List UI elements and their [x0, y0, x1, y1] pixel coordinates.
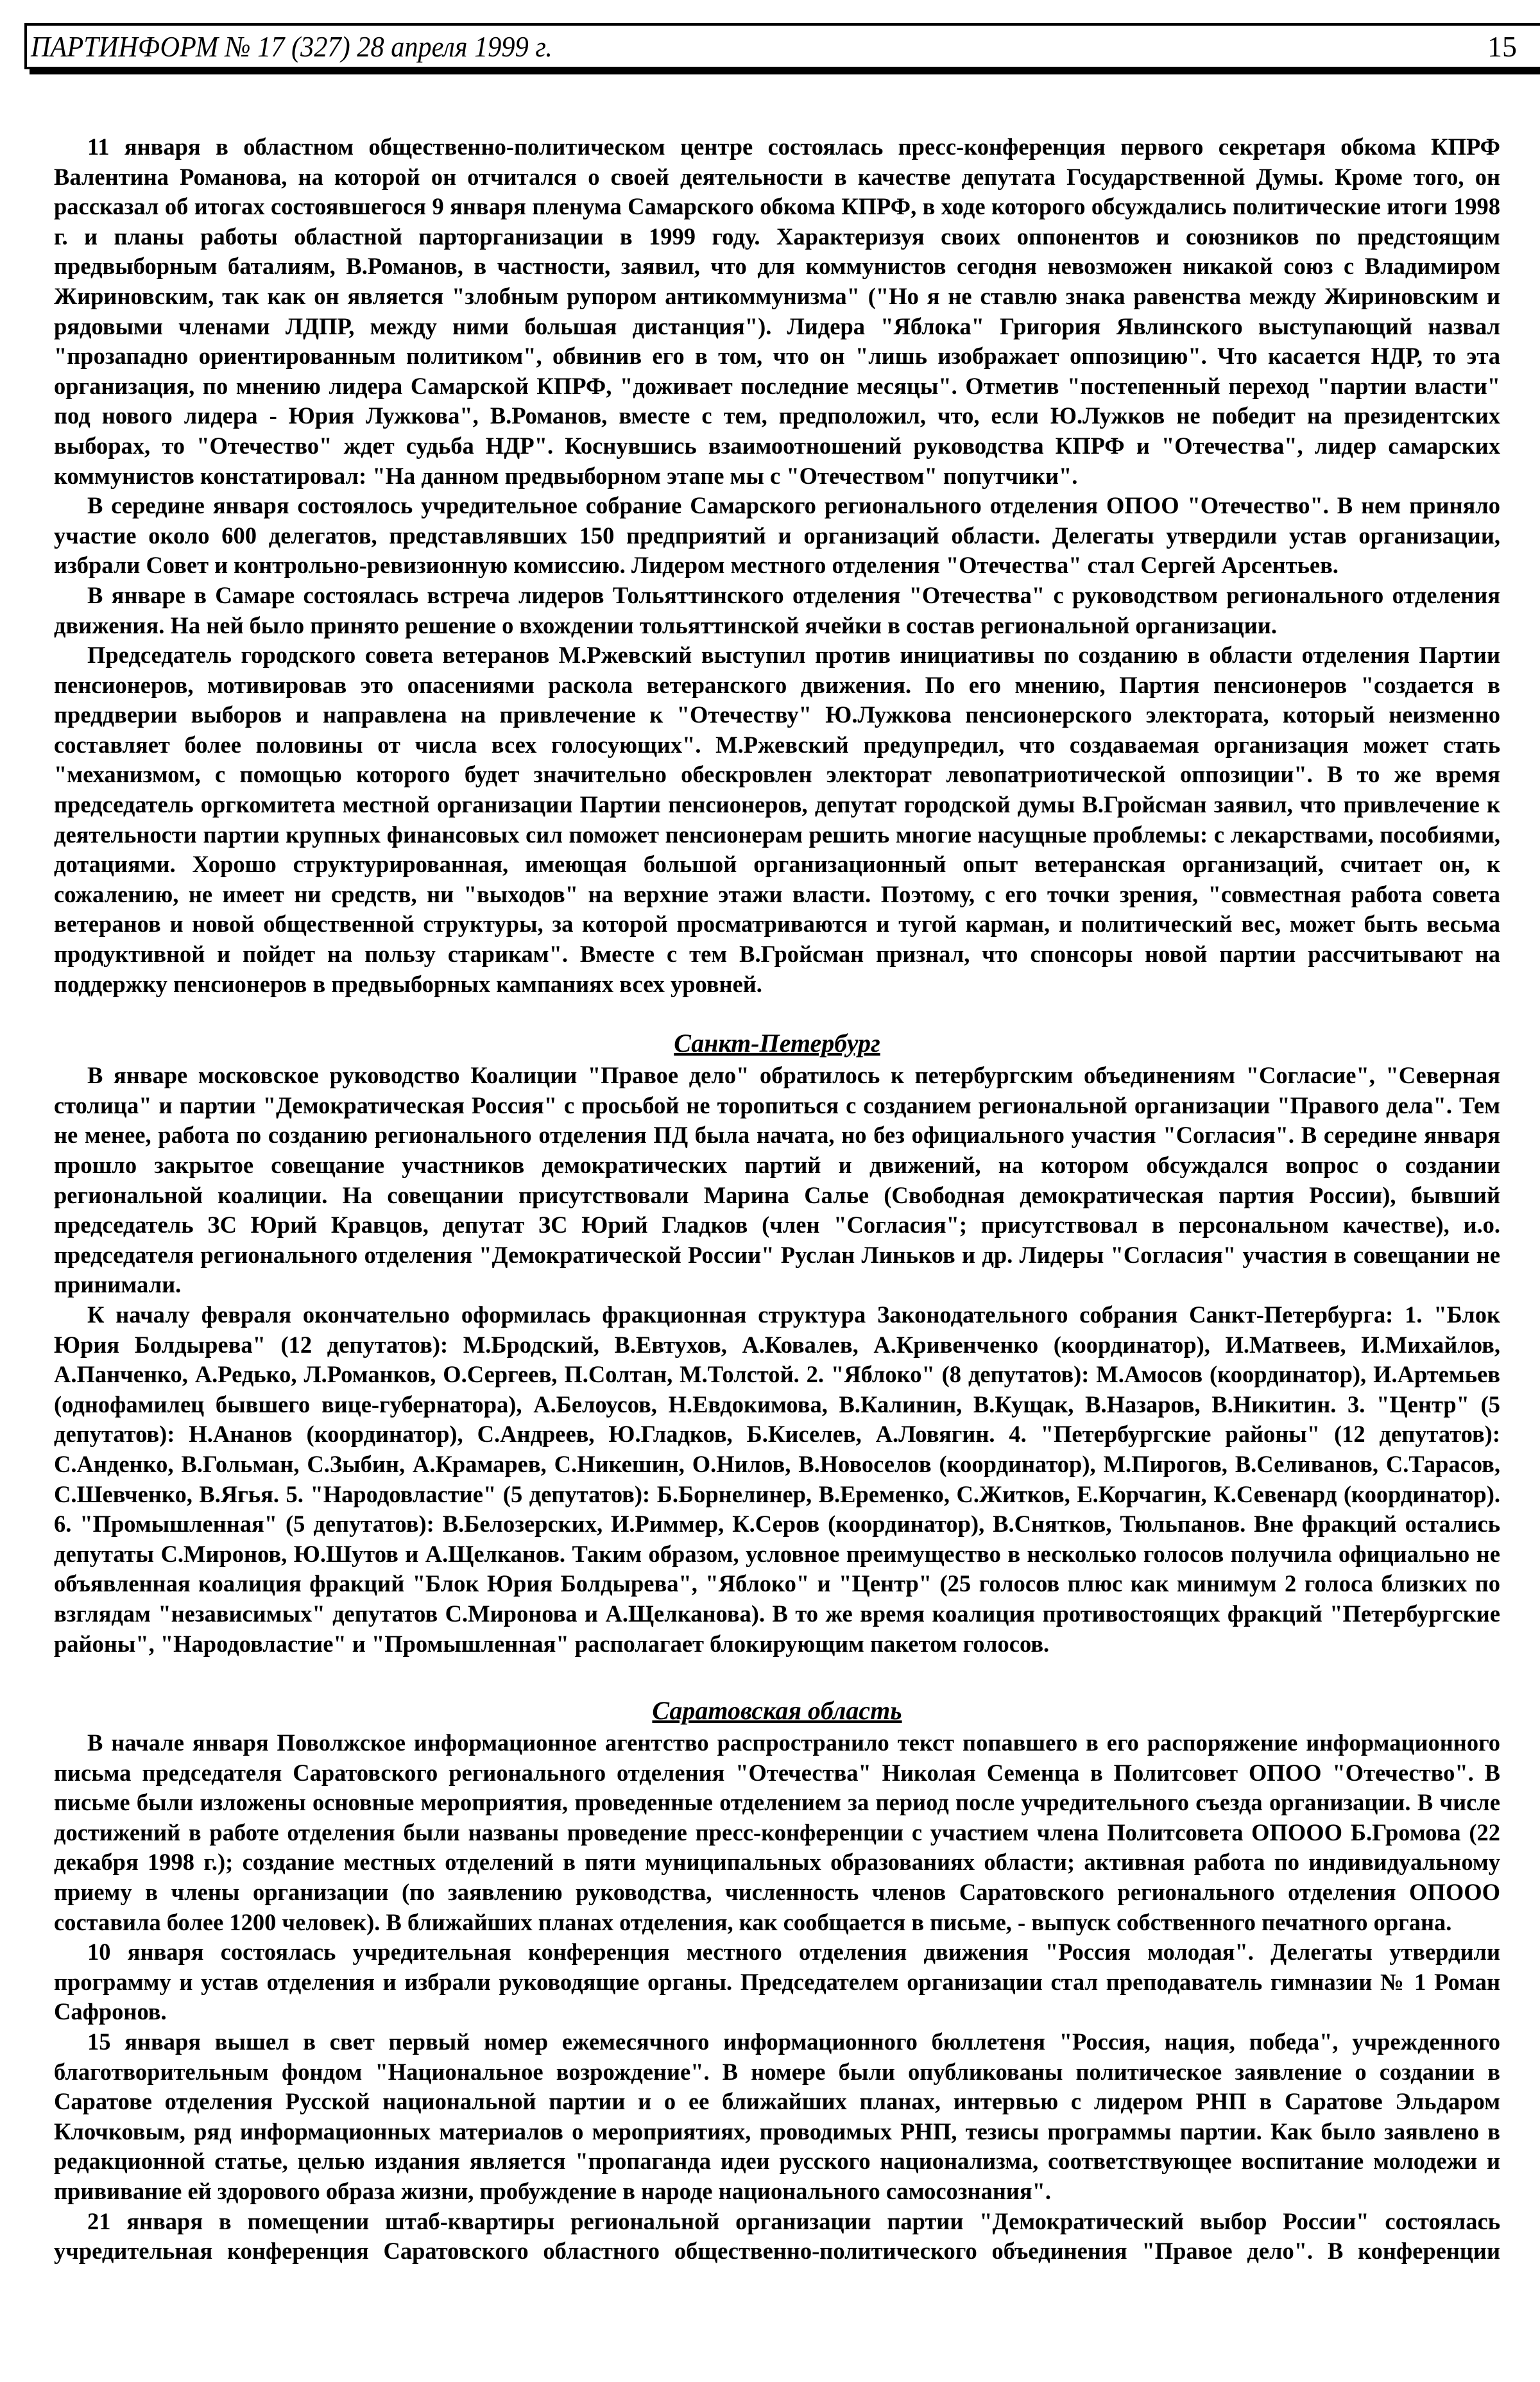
page-number: 15 — [1487, 30, 1517, 63]
page-header — [24, 23, 1540, 69]
paragraph: В январе в Самаре состоялась встреча лидеров Тольяттинского отделения "Отечества" с руководством регионального отделения движения. На ней было принято решение о вхождении тольяттинской ячейки в состав региональной организации. — [54, 581, 1500, 638]
paragraph: В начале января Поволжское информационное агентство распространило текст попавшего в его распоряжение информационного письма председателя Саратовского регионального отделения "Отечества" Николая Семенца в Политсовет ОПОО "Отечество". В письме были изложены основные мероприятия, проведенные отделением за период после учредительного съезда организации. В числе достижений в работе отделения были названы проведение пресс-конференции с участием члена Политсовета ОПООО Б.Громова (22 декабря 1998 г.); создание местных отделений в пяти муниципальных образованиях области; активная работа по индивидуальному приему в члены организации (по заявлению руководства, численность членов Саратовского регионального отделения ОПООО составила более 1200 человек). В ближайших планах отделения, как сообщается в письме, - выпуск собственного печатного органа. — [54, 1729, 1500, 1935]
paragraph: 15 января вышел в свет первый номер ежемесячного информационного бюллетеня "Россия, нация, победа", учрежденного благотворительным фондом "Национальное возрождение". В номере были опубликованы политическое заявление о создании в Саратове отделения Русской национальной партии и о ее ближайших планах, интервью с лидером РНП в Саратове Эльдаром Клочковым, ряд информационных материалов о мероприятиях, проводимых РНП, тезисы программы партии. Как было заявлено в редакционной статье, целью издания является "пропаганда идеи русского национализма, соответствующее воспитание молодежи и прививание ей здорового образа жизни, пробуждение в народе национального самосознания". — [54, 2028, 1500, 2204]
publication-title: ПАРТИНФОРМ № 17 (327) 28 апреля 1999 г. — [31, 30, 552, 63]
paragraph: К началу февраля окончательно оформилась фракционная структура Законодательного собрания Санкт-Петербурга: 1. "Блок Юрия Болдырева" (12 депутатов): М.Бродский, В.Евтухов, А.Ковалев, А.Кривенченко (координатор), И.Матвеев, И.Михайлов, А.Панченко, А.Редько, Л.Романков, О.Сергеев, П.Солтан, М.Толстой. 2. "Яблоко" (8 депутатов): М.Амосов (координатор), И.Артемьев (однофамилец бывшего вице-губернатора), А.Белоусов, Н.Евдокимова, В.Калинин, В.Кущак, В.Назаров, В.Никитин. 3. "Центр" (5 депутатов): Н.Ананов (координатор), С.Андреев, Ю.Гладков, Б.Киселев, А.Ловягин. 4. "Петербургские районы" (12 депутатов): С.Анденко, В.Гольман, С.Зыбин, А.Крамарев, С.Никешин, О.Нилов, В.Новоселов (координатор), М.Пирогов, В.Селиванов, С.Тарасов, С.Шевченко, В.Ягья. 5. "Народовластие" (5 депутатов): Б.Борнелинер, В.Еременко, С.Житков, Е.Корчагин, К.Севенард (координатор). 6. "Промышленная" (5 депутатов): В.Белозерских, И.Риммер, К.Серов (координатор), В.Снятков, Тюльпанов. Вне фракций остались депутаты С.Миронов, Ю.Шутов и А.Щелканов. Таким образом, условное преимущество в несколько голосов получила официально не объявленная коалиция фракций "Блок Юрия Болдырева", "Яблоко" и "Центр" (25 голосов плюс как минимум 2 голоса близких по взглядам "независимых" депутатов С.Миронова и А.Щелканова). В то же время коалиция противостоящих фракций "Петербургские районы", "Народовластие" и "Промышленная" располагает блокирующим пакетом голосов. — [54, 1301, 1500, 1657]
article-body — [54, 132, 1500, 2266]
section-saint-petersburg — [54, 1029, 1500, 1659]
paragraph: Председатель городского совета ветеранов М.Ржевский выступил против инициативы по созданию в области отделения Партии пенсионеров, мотивировав это опасениями раскола ветеранского движения. По его мнению, Партия пенсионеров "создается в преддверии выборов и направлена на привлечение к "Отечеству" Ю.Лужкова пенсионерского электората, который неизменно составляет более половины от числа всех голосующих". М.Ржевский предупредил, что создаваемая организация может стать "механизмом, с помощью которого будет значительно обескровлен электорат левопатриотической оппозиции". В то же время председатель оргкомитета местной организации Партии пенсионеров, депутат городской думы В.Гройсман заявил, что привлечение к деятельности партии крупных финансовых сил поможет пенсионерам решить многие насущные проблемы: с лекарствами, пособиями, дотациями. Хорошо структурированная, имеющая большой организационный опыт ветеранская организаций, считает он, к сожалению, не имеет ни средств, ни "выходов" на верхние этажи власти. Поэтому, с его точки зрения, "совместная работа совета ветеранов и новой общественной структуры, за которой просматриваются и тугой карман, и политический вес, может быть весьма продуктивной и пойдет на пользу старикам". Вместе с тем В.Гройсман признал, что спонсоры новой партии рассчитывают на поддержку пенсионеров в предвыборных кампаниях всех уровней. — [54, 642, 1500, 997]
paragraph: 10 января состоялась учредительная конференция местного отделения движения "Россия молодая". Делегаты утвердили программу и устав отделения и избрали руководящие органы. Председателем организации стал преподаватель гимназии № 1 Роман Сафронов. — [54, 1939, 1500, 2025]
paragraph: В середине января состоялось учредительное собрание Самарского регионального отделения ОПОО "Отечество". В нем приняло участие около 600 делегатов, представлявших 150 предприятий и организаций области. Делегаты утвердили устав организации, избрали Совет и контрольно-ревизионную комиссию. Лидером местного отделения "Отечества" стал Сергей Арсентьев. — [54, 492, 1500, 579]
section-samara — [54, 132, 1500, 999]
section-heading: Санкт-Петербург — [674, 1029, 880, 1058]
paragraph: В январе московское руководство Коалиции "Правое дело" обратилось к петербургским объединениям "Согласие", "Северная столица" и партии "Демократическая Россия" с просьбой не торопиться с созданием региональной организации "Правого дела". Тем не менее, работа по созданию регионального отделения ПД была начата, но без официального участия "Согласия". В середине января прошло закрытое совещание участников демократических партий и движений, на котором обсуждался вопрос о создании региональной коалиции. На совещании присутствовали Марина Салье (Свободная демократическая партия России), бывший председатель ЗС Юрий Кравцов, депутат ЗС Юрий Гладков (член "Согласия"; присутствовал в персональном качестве), и.о. председателя регионального отделения "Демократической России" Руслан Линьков и др. Лидеры "Согласия" участия в совещании не принимали. — [54, 1062, 1500, 1298]
paragraph: 11 января в областном общественно-политическом центре состоялась пресс-конференция первого секретаря обкома КПРФ Валентина Романова, на которой он отчитался о своей деятельности в качестве депутата Государственной Думы. Кроме того, он рассказал об итогах состоявшегося 9 января пленума Самарского обкома КПРФ, в ходе которого обсуждались политические итоги 1998 г. и планы работы областной парторганизации в 1999 году. Характеризуя своих оппонентов и союзников по предстоящим предвыборным баталиям, В.Романов, в частности, заявил, что для коммунистов сегодня невозможен никакой союз с Владимиром Жириновским, так как он является "злобным рупором антикоммунизма" ("Но я не ставлю знака равенства между Жириновским и рядовыми членами ЛДПР, между ними большая дистанция"). Лидера "Яблока" Григория Явлинского выступающий назвал "прозападно ориентированным политиком", обвинив его в том, что он "лишь изображает оппозицию". Что касается НДР, то эта организация, по мнению лидера Самарской КПРФ, "доживает последние месяцы". Отметив "постепенный переход "партии власти" под нового лидера - Юрия Лужкова", В.Романов, вместе с тем, предположил, что, если Ю.Лужков не победит на президентских выборах, то "Отечество" ждет судьба НДР". Коснувшись взаимоотношений руководства КПРФ и "Отечества", лидер самарских коммунистов констатировал: "На данном предвыборном этапе мы с "Отечеством" попутчики". — [54, 133, 1500, 489]
section-heading: Саратовская область — [652, 1696, 902, 1726]
section-saratov-oblast — [54, 1696, 1500, 2266]
paragraph: 21 января в помещении штаб-квартиры региональной организации партии "Демократический выбор России" состоялась учредительная конференция Саратовского областного общественно-политического объединения "Правое дело". В конференции — [54, 2207, 1500, 2265]
